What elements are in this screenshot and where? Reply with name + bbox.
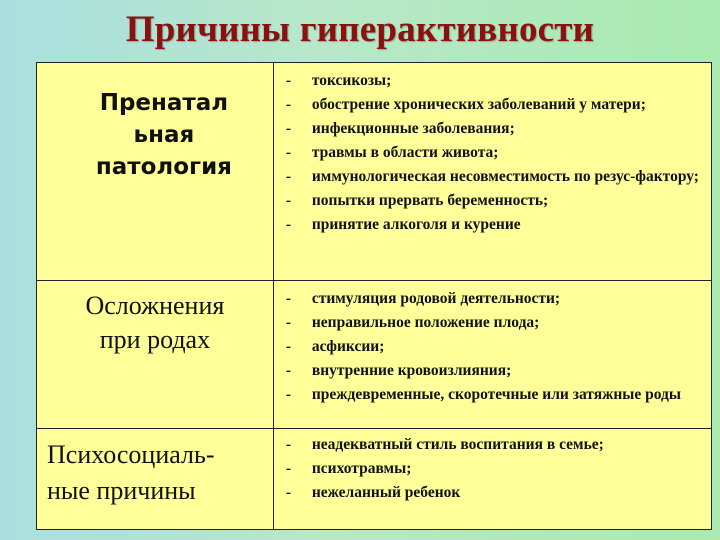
list-item: - травмы в области живота; bbox=[286, 141, 703, 165]
list-item: - нежеланный ребенок bbox=[286, 481, 703, 505]
list-item: - обострение хронических заболеваний у матери; bbox=[286, 93, 703, 117]
items-list bbox=[274, 63, 711, 237]
list-item: - преждевременные, скоротечные или затяжные роды bbox=[286, 383, 703, 407]
table-row bbox=[37, 428, 712, 529]
causes-table bbox=[36, 62, 712, 530]
category-line: Пренатал bbox=[99, 90, 229, 116]
category-label bbox=[37, 63, 273, 184]
items-list bbox=[274, 281, 711, 407]
category-line: Психосоциаль- bbox=[47, 439, 215, 469]
category-line: при родах bbox=[99, 325, 211, 355]
list-item: - неадекватный стиль воспитания в семье; bbox=[286, 433, 703, 457]
list-item: - принятие алкоголя и курение bbox=[286, 213, 703, 237]
list-item: - асфиксии; bbox=[286, 335, 703, 359]
list-item: - внутренние кровоизлияния; bbox=[286, 359, 703, 383]
list-item: - иммунологическая несовместимость по резус-фактору; bbox=[286, 165, 703, 189]
category-label bbox=[37, 429, 273, 510]
category-line: Осложнения bbox=[85, 291, 225, 321]
page-title: Причины гиперактивности bbox=[125, 9, 595, 50]
category-cell bbox=[37, 281, 274, 428]
list-item: - инфекционные заболевания; bbox=[286, 117, 703, 141]
list-item: - психотравмы; bbox=[286, 457, 703, 481]
category-line: ьная bbox=[133, 122, 195, 149]
items-cell bbox=[273, 281, 711, 428]
list-item: - попытки прервать беременность; bbox=[286, 189, 703, 213]
category-cell bbox=[37, 63, 274, 281]
list-item: - стимуляция родовой деятельности; bbox=[286, 287, 703, 311]
table-row bbox=[37, 281, 712, 428]
category-line: патология bbox=[95, 154, 232, 181]
table-row bbox=[37, 63, 712, 281]
category-line: ные причины bbox=[47, 476, 196, 506]
items-list bbox=[274, 429, 711, 505]
category-label bbox=[37, 281, 273, 357]
list-item: - токсикозы; bbox=[286, 69, 703, 93]
list-item: - неправильное положение плода; bbox=[286, 311, 703, 335]
items-cell bbox=[273, 63, 711, 281]
items-cell bbox=[273, 428, 711, 529]
category-cell bbox=[37, 428, 274, 529]
